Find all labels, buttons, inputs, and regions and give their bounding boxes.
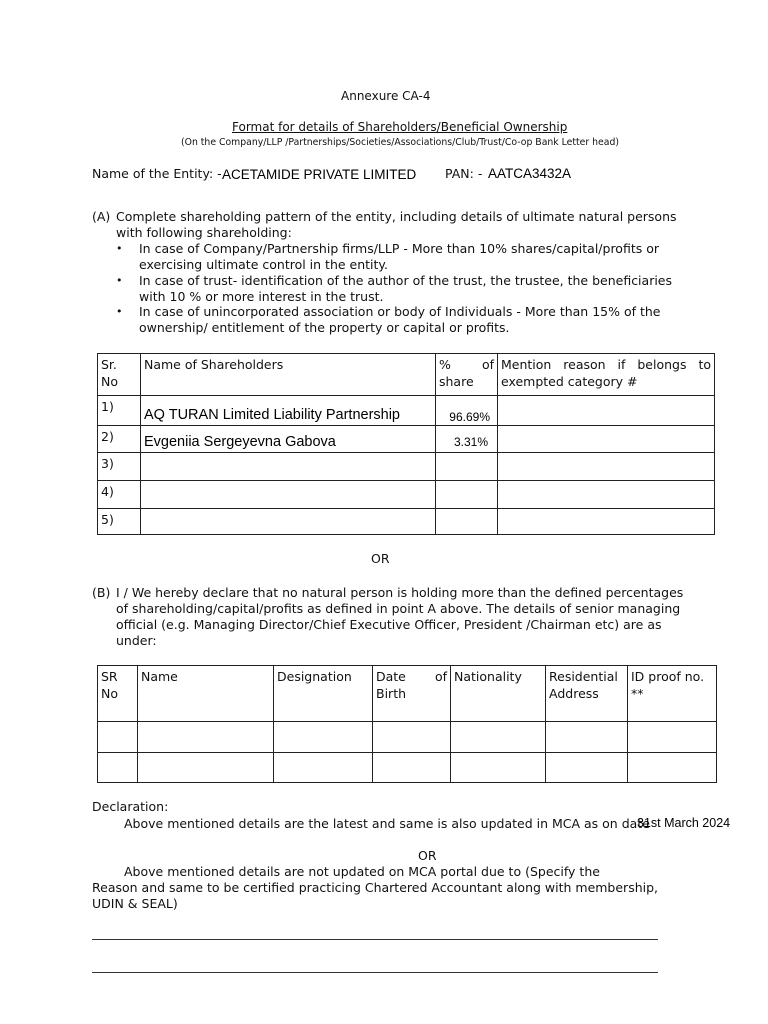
row-sr: 4) <box>98 481 141 509</box>
row-name-value: AQ TURAN Limited Liability Partnership <box>144 407 400 423</box>
bullet-1-line-1: In case of Company/Partnership firms/LLP - More than 10% shares/capital/profits or <box>139 241 660 256</box>
cell <box>138 722 274 753</box>
header-designation: Designation <box>274 666 373 722</box>
table-row <box>98 426 715 453</box>
header-share-of: of <box>481 357 494 372</box>
row-share <box>436 396 498 426</box>
row-reason <box>498 481 715 509</box>
section-a-label: (A) <box>92 209 111 224</box>
cell <box>138 753 274 783</box>
row-share <box>436 426 498 453</box>
row-reason <box>498 396 715 426</box>
row-reason <box>498 509 715 535</box>
header-sr: Sr. No <box>98 354 141 396</box>
header-reason: Mention reason if belongs to exempted category # <box>498 354 715 396</box>
section-b-line-3: official (e.g. Managing Director/Chief Executive Officer, President /Chairman etc) are as <box>116 617 662 632</box>
cell <box>373 753 451 783</box>
table-header-row <box>98 666 717 722</box>
bullet-3-line-1: In case of unincorporated association or body of Individuals - More than 15% of the <box>139 304 661 319</box>
cell <box>628 753 717 783</box>
cell <box>98 753 138 783</box>
header-sr: SR No <box>98 666 138 722</box>
header-dob <box>373 666 451 722</box>
managing-officials-table <box>97 665 717 783</box>
header-nationality: Nationality <box>451 666 546 722</box>
declaration-date: 31st March 2024 <box>637 816 731 830</box>
row-share-value: 3.31% <box>453 435 488 449</box>
row-name-value: Evgeniia Sergeyevna Gabova <box>144 434 336 450</box>
table-row <box>98 753 717 783</box>
cell <box>274 722 373 753</box>
format-title: Format for details of Shareholders/Beneficial Ownership <box>232 120 568 134</box>
bullet-3-line-2: ownership/ entitlement of the property or capital or profits. <box>139 320 510 335</box>
row-sr: 1) <box>98 396 141 426</box>
cell <box>628 722 717 753</box>
row-name <box>141 453 436 481</box>
declaration-text-2-line-3: UDIN & SEAL) <box>92 896 178 911</box>
bullet-1-line-2: exercising ultimate control in the entity. <box>139 257 389 272</box>
declaration-text-2-line-2: Reason and same to be certified practicing Chartered Accountant along with membership, <box>92 880 659 895</box>
cell <box>451 753 546 783</box>
row-name <box>141 509 436 535</box>
header-name: Name of Shareholders <box>141 354 436 396</box>
reason-line-2 <box>92 972 658 973</box>
declaration-text-1: Above mentioned details are the latest and same is also updated in MCA as on date <box>124 816 650 831</box>
header-dob-date: Date <box>376 669 406 684</box>
header-dob-birth: Birth <box>376 686 407 701</box>
bullet-2-line-2: with 10 % or more interest in the trust. <box>139 289 384 304</box>
section-b-label: (B) <box>92 585 111 600</box>
cell <box>373 722 451 753</box>
section-b-line-4: under: <box>116 633 157 648</box>
pan-value: AATCA3432A <box>488 166 572 181</box>
declaration-or: OR <box>418 848 437 863</box>
header-share-word: share <box>439 374 474 389</box>
or-separator: OR <box>371 551 390 566</box>
pan-label: PAN: - <box>445 166 483 181</box>
row-name <box>141 481 436 509</box>
cell <box>451 722 546 753</box>
annex-title: Annexure CA-4 <box>341 89 431 103</box>
cell <box>98 722 138 753</box>
section-a-intro-2: with following shareholding: <box>116 225 292 240</box>
section-b-line-2: of shareholding/capital/profits as defined in point A above. The details of senior managing <box>116 601 681 616</box>
cell <box>546 753 628 783</box>
row-sr: 3) <box>98 453 141 481</box>
row-name <box>141 396 436 426</box>
row-share-value: 96.69% <box>449 410 490 424</box>
table-row <box>98 481 715 509</box>
cell <box>546 722 628 753</box>
row-sr: 5) <box>98 509 141 535</box>
header-address: Residential Address <box>546 666 628 722</box>
bullet-dot: • <box>116 305 123 318</box>
entity-name-label: Name of the Entity: - <box>92 166 222 181</box>
reason-line-1 <box>92 939 658 940</box>
header-id-proof: ID proof no. ** <box>628 666 717 722</box>
table-header-row <box>98 354 715 396</box>
bullet-dot: • <box>116 274 123 287</box>
bullet-dot: • <box>116 242 123 255</box>
table-row <box>98 509 715 535</box>
row-share <box>436 453 498 481</box>
format-subtitle: (On the Company/LLP /Partnerships/Societies/Associations/Club/Trust/Co-op Bank Letter head) <box>181 137 619 148</box>
row-share <box>436 481 498 509</box>
table-row <box>98 396 715 426</box>
header-dob-of: of <box>434 669 447 684</box>
header-share <box>436 354 498 396</box>
table-row <box>98 453 715 481</box>
row-share <box>436 509 498 535</box>
section-a-intro-1: Complete shareholding pattern of the entity, including details of ultimate natural persons <box>116 209 677 224</box>
row-name <box>141 426 436 453</box>
entity-name-value: ACETAMIDE PRIVATE LIMITED <box>222 167 417 182</box>
row-reason <box>498 453 715 481</box>
section-b-line-1: I / We hereby declare that no natural person is holding more than the defined percentages <box>116 585 684 600</box>
table-row <box>98 722 717 753</box>
row-reason <box>498 426 715 453</box>
header-share-pct: % <box>439 357 451 372</box>
header-name: Name <box>138 666 274 722</box>
cell <box>274 753 373 783</box>
shareholders-table <box>97 353 715 535</box>
bullet-2-line-1: In case of trust- identification of the author of the trust, the trustee, the beneficiaries <box>139 273 673 288</box>
declaration-text-2-line-1: Above mentioned details are not updated on MCA portal due to (Specify the <box>124 864 600 879</box>
declaration-label: Declaration: <box>92 799 169 814</box>
row-sr: 2) <box>98 426 141 453</box>
